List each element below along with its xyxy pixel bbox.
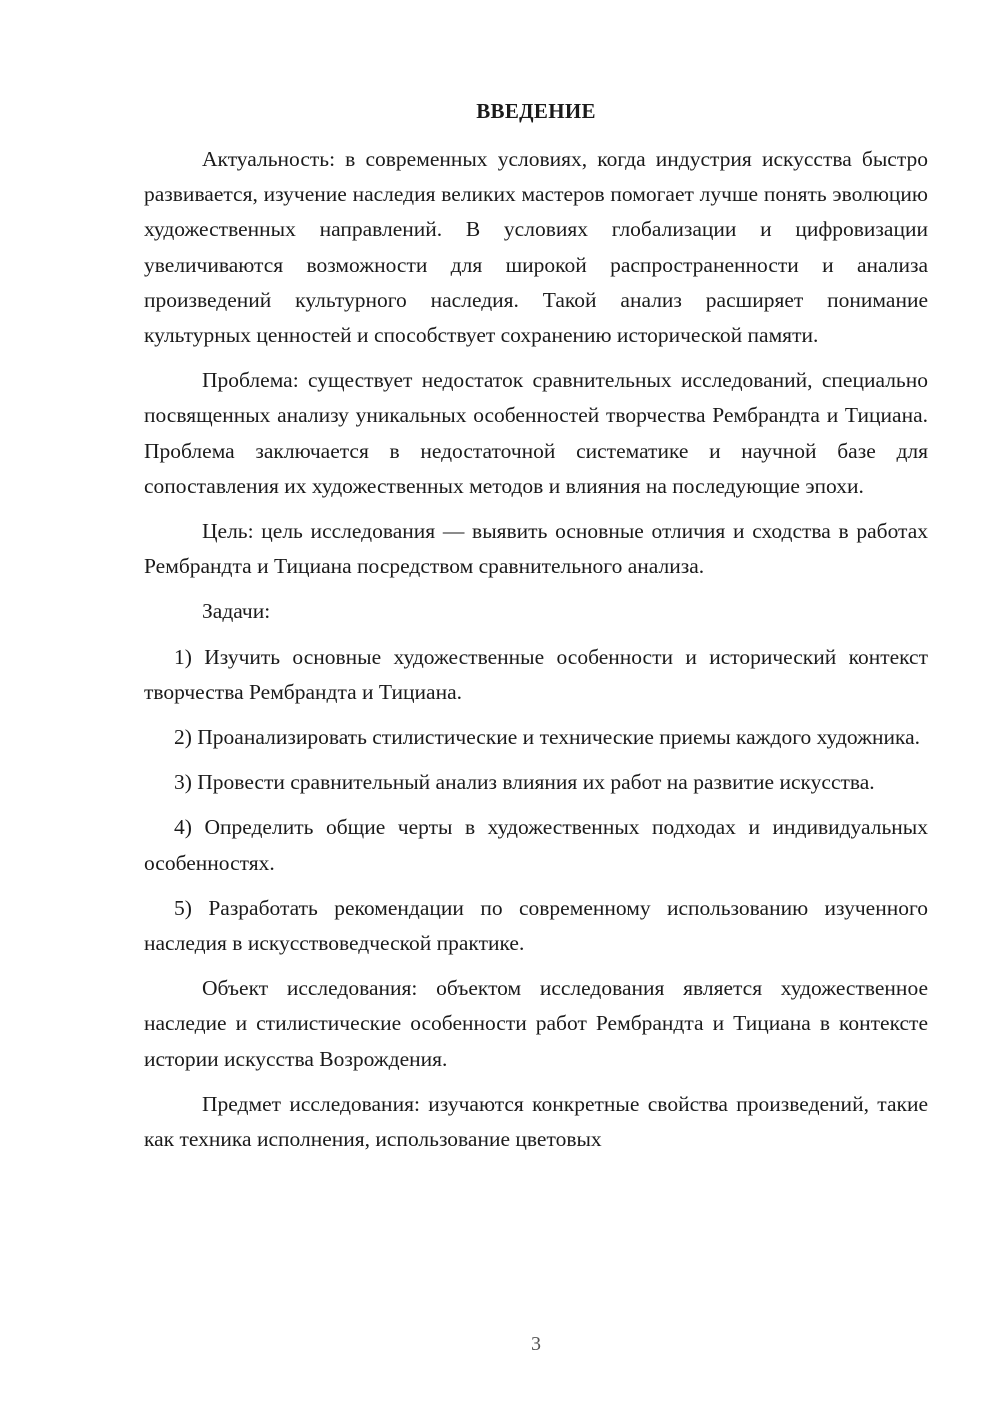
task-item: 3) Провести сравнительный анализ влияния их работ на развитие искусства. [174, 770, 875, 795]
problem-paragraph: Проблема: существует недостаток сравнительных исследований, специально посвященных анализу уникальных особенностей творчества Рембрандта и Тициана. Проблема заключается в недостаточной систематике и научной базе для сопоставления их художественных методов и влияния на последующие эпохи. [144, 368, 928, 498]
document-body [144, 142, 928, 1167]
object-paragraph: Объект исследования: объектом исследования является художественное наследие и стилистические особенности работ Рембрандта и Тициана в контексте истории искусства Возрождения. [144, 976, 928, 1071]
task-item: 4) Определить общие черты в художественных подходах и индивидуальных особенностях. [144, 815, 928, 875]
relevance-paragraph: Актуальность: в современных условиях, когда индустрия искусства быстро развивается, изучение наследия великих мастеров помогает лучше понять эволюцию художественных направлений. В условиях глобализации и цифровизации увеличиваются возможности для широкой распространенности и анализа произведений культурного наследия. Такой анализ расширяет понимание культурных ценностей и способствует сохранению исторической памяти. [144, 147, 928, 348]
section-heading: ВВЕДЕНИЕ [476, 99, 596, 123]
tasks-label: Задачи: [202, 599, 271, 624]
task-item: 1) Изучить основные художественные особенности и исторический контекст творчества Рембрандта и Тициана. [144, 644, 928, 704]
subject-paragraph: Предмет исследования: изучаются конкретные свойства произведений, такие как техника исполнения, использование цветовых [144, 1091, 928, 1152]
task-item: 2) Проанализировать стилистические и технические приемы каждого художника. [174, 725, 921, 750]
page-number: 3 [531, 1333, 541, 1355]
task-item: 5) Разработать рекомендации по современному использованию изученного наследия в искусствоведческой практике. [144, 895, 928, 956]
goal-paragraph: Цель: цель исследования — выявить основные отличия и сходства в работах Рембрандта и Тициана посредством сравнительного анализа. [144, 519, 928, 579]
